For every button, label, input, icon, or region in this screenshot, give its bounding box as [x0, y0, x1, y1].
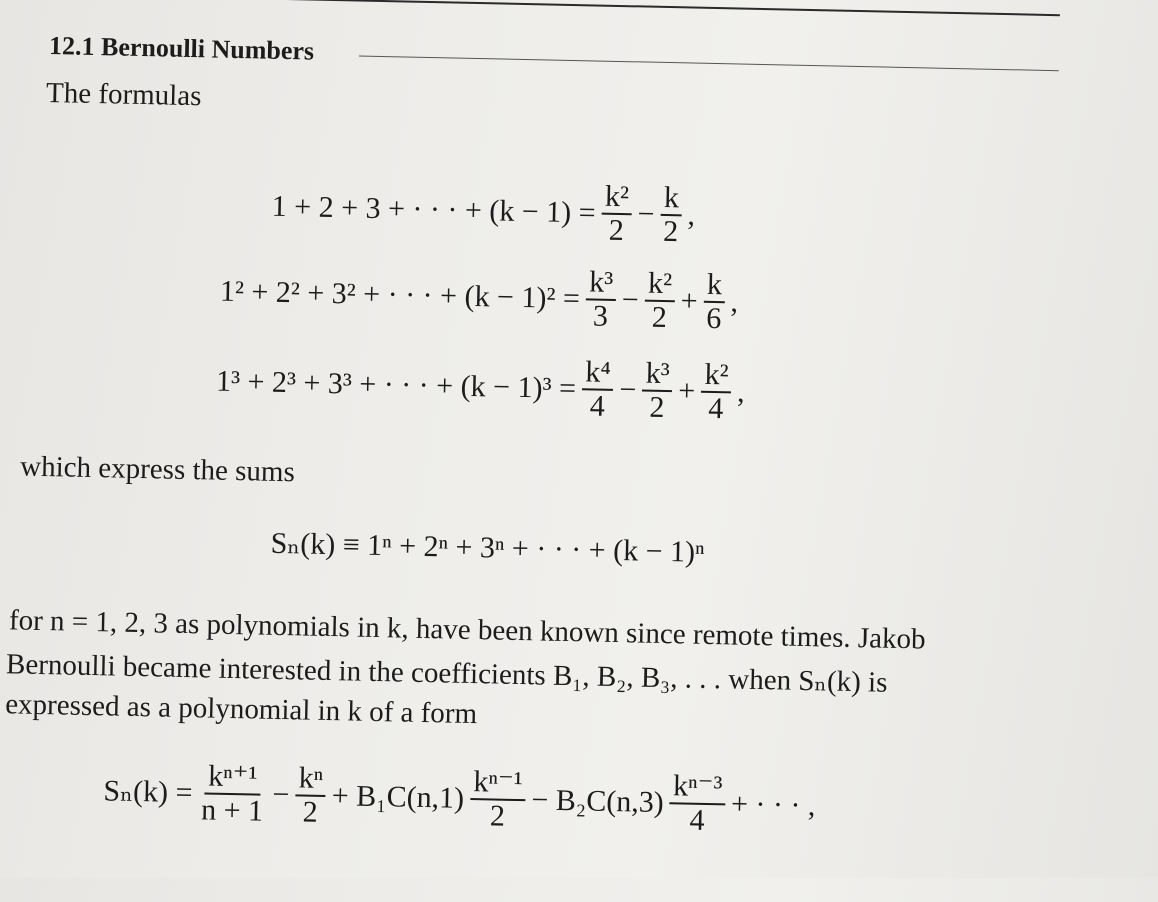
- section-heading: 12.1 Bernoulli Numbers: [48, 31, 315, 66]
- equation-1-term-2: $\frac{k}{2}$: [660, 182, 682, 247]
- equation-4-op-1: −: [272, 777, 290, 811]
- equation-3-term-1: $\frac{\text{k⁴}}{4}$: [581, 356, 614, 422]
- equation-4-term-2: $\frac{\text{kⁿ}}{2}$: [295, 762, 327, 828]
- equation-3-term-3: $\frac{\text{k²}}{4}$: [701, 359, 732, 425]
- equation-1-lhs: 1 + 2 + 3 + · · · + (k − 1) =: [271, 189, 596, 230]
- equation-3-op-2: +: [677, 373, 696, 408]
- sums-text: which express the sums: [19, 450, 296, 489]
- paragraph-line-3: expressed as a polynomial in k of a form: [4, 688, 478, 731]
- equation-4: [103, 758, 816, 838]
- equation-3-tail: ,: [736, 375, 746, 409]
- paragraph-line-2: Bernoulli became interested in the coefficients B₁, B₂, B₃, . . . when Sₙ(k) is: [5, 648, 888, 699]
- equation-4-lhs: Sₙ(k) =: [103, 774, 193, 810]
- equation-1: [271, 174, 696, 248]
- equation-4-term-3: $\frac{\text{kⁿ⁻¹}}{2}$: [469, 766, 526, 832]
- equation-2-tail: ,: [730, 284, 739, 319]
- equation-2-op-2: +: [680, 283, 698, 318]
- equation-2: [219, 259, 739, 335]
- equation-3: [215, 349, 745, 425]
- sum-definition: Sₙ(k) ≡ 1ⁿ + 2ⁿ + 3ⁿ + · · · + (k − 1)ⁿ: [270, 526, 705, 569]
- equation-2-op-1: −: [621, 282, 640, 316]
- equation-3-term-2: $\frac{\text{k³}}{2}$: [642, 358, 673, 424]
- equation-1-term-1: $\frac{\text{k²}}{2}$: [601, 181, 632, 247]
- equation-3-lhs: 1³ + 2³ + 3³ + · · · + (k − 1)³ =: [215, 364, 577, 405]
- equation-1-tail: ,: [687, 197, 696, 232]
- equation-4-tail: + · · · ,: [730, 786, 816, 822]
- bleed-through: [758, 76, 781, 102]
- intro-text: The formulas: [45, 76, 202, 113]
- equation-3-op-1: −: [619, 372, 637, 406]
- equation-2-lhs: 1² + 2² + 3² + · · · + (k − 1)² =: [219, 274, 581, 315]
- equation-2-term-3: $\frac{k}{6}$: [703, 269, 725, 334]
- equation-4-term-4: $\frac{\text{kⁿ⁻³}}{4}$: [669, 770, 726, 836]
- equation-4-term-1: $\frac{\text{kⁿ⁺¹}}{n + 1}$: [200, 759, 264, 828]
- top-rule: [60, 0, 1060, 16]
- equation-1-op: −: [637, 196, 655, 231]
- equation-2-term-2: $\frac{\text{k²}}{2}$: [644, 268, 675, 334]
- equation-2-term-1: $\frac{\text{k³}}{3}$: [585, 266, 616, 332]
- equation-4-op-3: − B₂C(n,3): [531, 782, 665, 819]
- section-rule: [359, 56, 1059, 72]
- paragraph-line-1: for n = 1, 2, 3 as polynomials in k, have been known since remote times. Jakob: [8, 604, 926, 656]
- equation-4-op-2: + B₁C(n,1): [331, 778, 465, 815]
